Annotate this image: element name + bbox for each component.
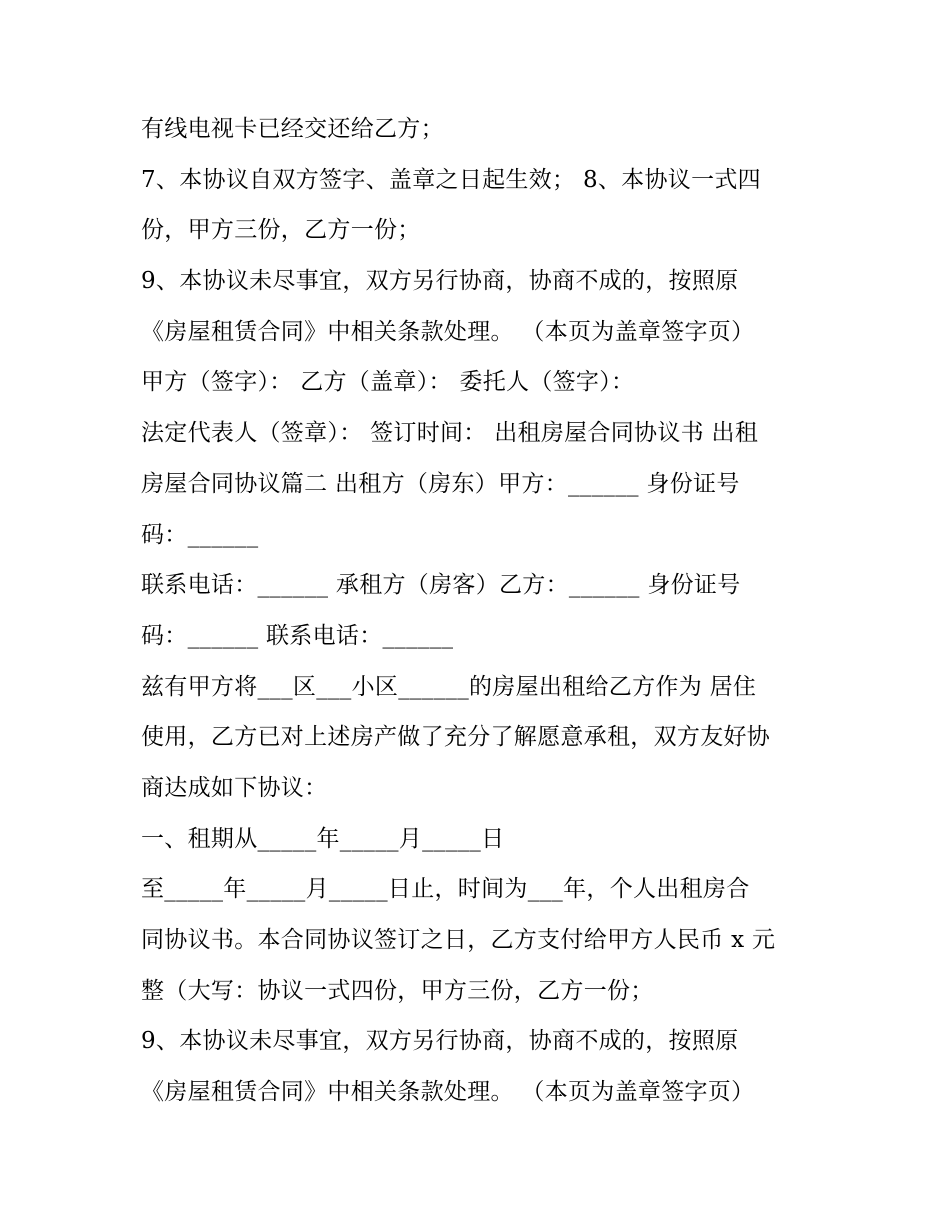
text-line: 《房屋租赁合同》中相关条款处理。 （本页为盖章签字页）: [141, 1079, 755, 1106]
text-line: 码：______ 联系电话：______: [141, 622, 454, 649]
text-line: 房屋合同协议篇二 出租方（房东）甲方：______ 身份证号: [141, 470, 740, 497]
text-line: 同协议书。本合同协议签订之日，乙方支付给甲方人民币 x 元: [141, 927, 776, 953]
text-line: 一、租期从_____年_____月_____日: [141, 825, 505, 852]
text-line: 《房屋租赁合同》中相关条款处理。 （本页为盖章签字页）: [141, 318, 755, 345]
text-line: 份，甲方三份，乙方一份；: [141, 217, 421, 244]
text-line: 9、本协议未尽事宜，双方另行协商，协商不成的，按照原: [141, 268, 739, 295]
text-line: 7、本协议自双方签字、盖章之日起生效； 8、本协议一式四: [141, 166, 761, 193]
text-line: 兹有甲方将___区___小区______的房屋出租给乙方作为 居住: [141, 673, 757, 700]
text-line: 9、本协议未尽事宜，双方另行协商，协商不成的，按照原: [141, 1028, 739, 1055]
text-line: 甲方（签字）： 乙方（盖章）： 委托人（签字）：: [141, 369, 635, 396]
text-line: 有线电视卡已经交还给乙方；: [141, 116, 444, 142]
text-line: 联系电话：______ 承租方（房客）乙方：______ 身份证号: [141, 572, 741, 599]
text-line: 至_____年_____月_____日止，时间为___年，个人出租房合: [141, 876, 750, 903]
text-line: 商达成如下协议：: [141, 774, 328, 801]
text-line: 整（大写：协议一式四份，甲方三份，乙方一份；: [141, 977, 654, 1004]
text-line: 法定代表人（签章）： 签订时间： 出租房屋合同协议书 出租: [141, 420, 759, 447]
document-body: [141, 104, 821, 1118]
text-line: 码：______: [141, 521, 259, 548]
text-line: 使用，乙方已对上述房产做了充分了解愿意承租，双方友好协: [141, 724, 771, 751]
